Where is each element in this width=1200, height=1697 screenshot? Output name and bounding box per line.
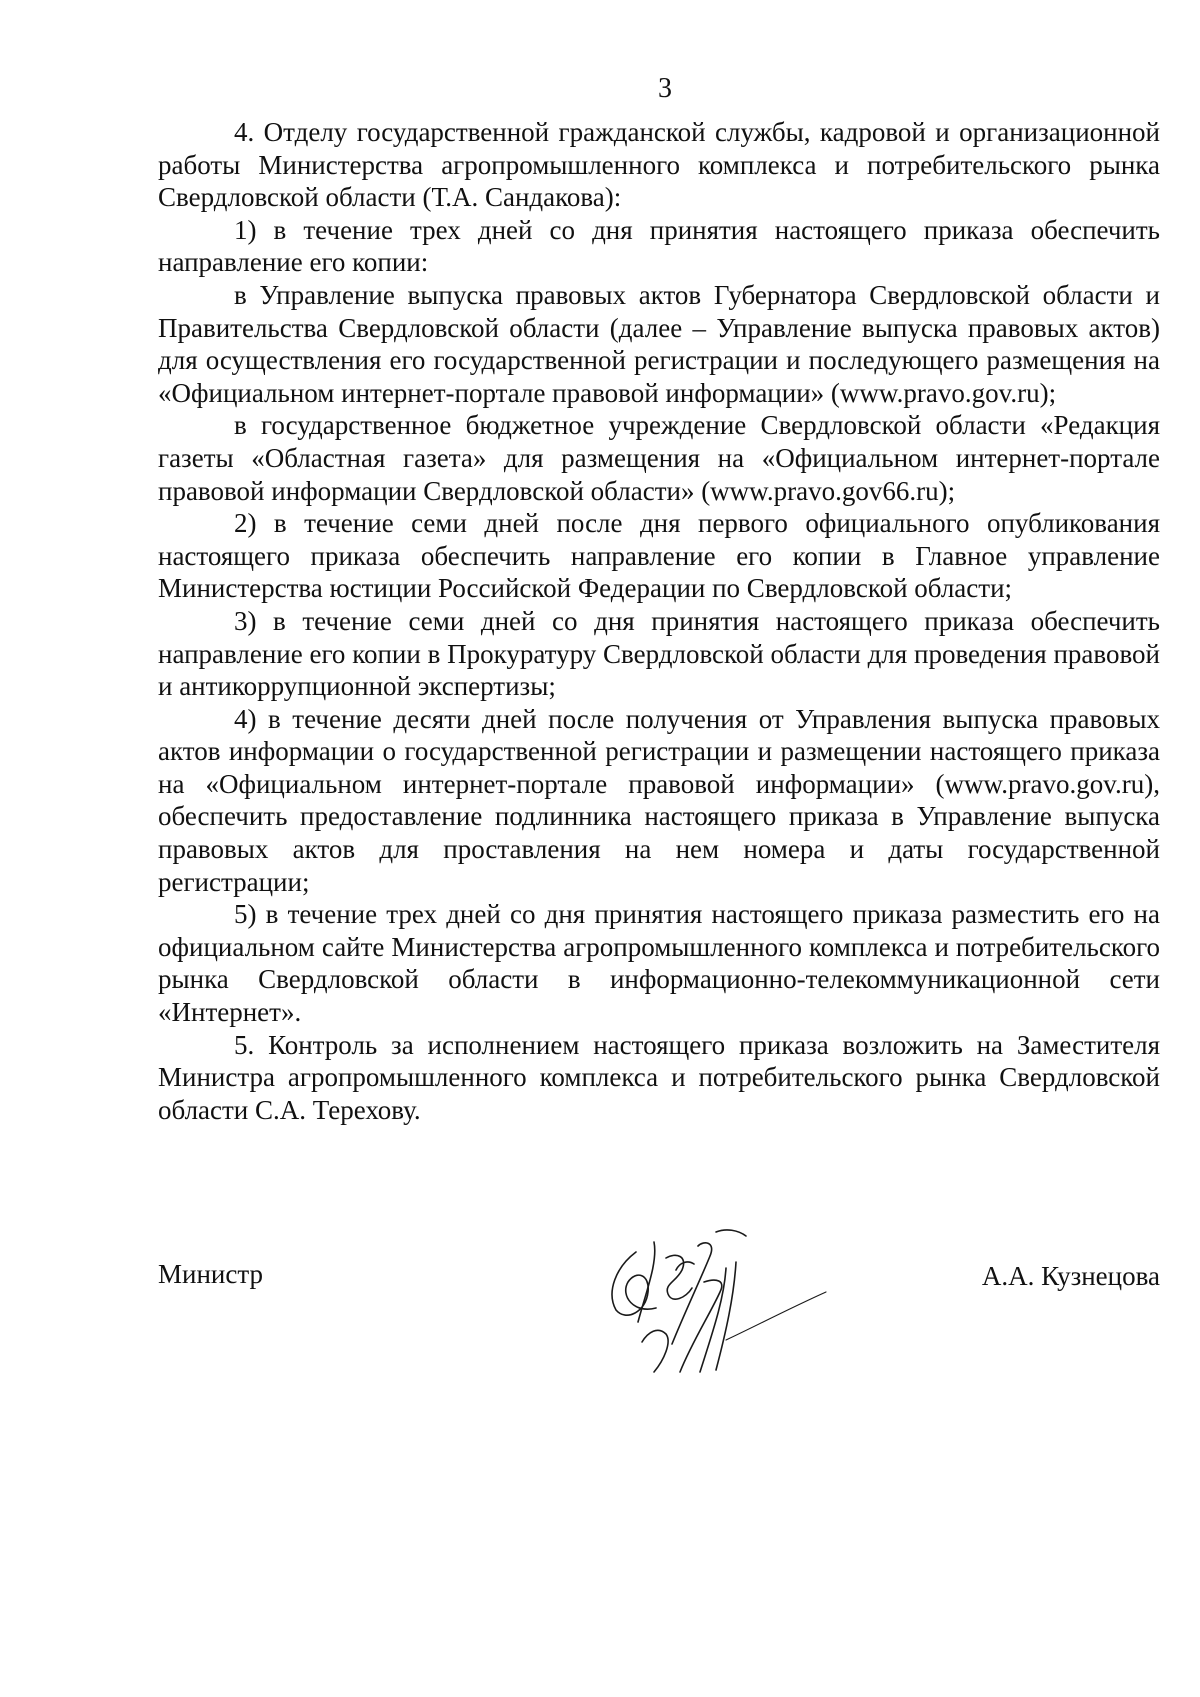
paragraph-4-department: 4. Отделу государственной гражданской службы, кадровой и организационной работы Министерства агропромышленного комплекса и потребительского рынка Свердловской области (Т.А. Сандакова): bbox=[158, 117, 1160, 213]
order-body bbox=[158, 116, 1160, 1126]
paragraph-item-5: 5) в течение трех дней со дня принятия настоящего приказа разместить его на официальном сайте Министерства агропромышленного комплекса и потребительского рынка Свердловской области в информационно-телекоммуникационной сети «Интернет». bbox=[158, 899, 1160, 1028]
paragraph-5-control: 5. Контроль за исполнением настоящего приказа возложить на Заместителя Министра агропромышленного комплекса и потребительского рынка Свердловской области С.А. Терехову. bbox=[158, 1029, 1160, 1125]
signature-block bbox=[158, 1250, 1160, 1390]
handwritten-signature bbox=[576, 1222, 836, 1392]
signatory-title: Министр bbox=[158, 1259, 263, 1289]
paragraph-item-4: 4) в течение десяти дней после получения от Управления выпуска правовых актов информации о государственной регистрации и размещении настоящего приказа на «Официальном интернет-портале правовой информации» (www.pravo.gov.ru), обеспечить предоставление подлинника настоящего приказа в Управление выпуска правовых актов для проставления на нем номера и даты государственной регистрации; bbox=[158, 703, 1160, 897]
paragraph-item-1-recipient-1: в Управление выпуска правовых актов Губернатора Свердловской области и Правительства Свердловской области (далее – Управление выпуска правовых актов) для осуществления его государственной регистрации и последующего размещения на «Официальном интернет-портале правовой информации» (www.pravo.gov.ru); bbox=[158, 279, 1160, 408]
page-number: 3 bbox=[658, 73, 672, 104]
paragraph-item-1: 1) в течение трех дней со дня принятия настоящего приказа обеспечить направление его копии: bbox=[158, 214, 1160, 278]
paragraph-item-2: 2) в течение семи дней после дня первого официального опубликования настоящего приказа обеспечить направление его копии в Главное управление Министерства юстиции Российской Федерации по Свердловской области; bbox=[158, 508, 1160, 604]
paragraph-item-3: 3) в течение семи дней со дня принятия настоящего приказа обеспечить направление его копии в Прокуратуру Свердловской области для проведения правовой и антикоррупционной экспертизы; bbox=[158, 605, 1160, 702]
paragraph-item-1-recipient-2: в государственное бюджетное учреждение Свердловской области «Редакция газеты «Областная газета» для размещения на «Официальном интернет-портале правовой информации Свердловской области» (www.pravo.gov66.ru); bbox=[158, 410, 1160, 506]
signatory-name: А.А. Кузнецова bbox=[981, 1261, 1160, 1291]
